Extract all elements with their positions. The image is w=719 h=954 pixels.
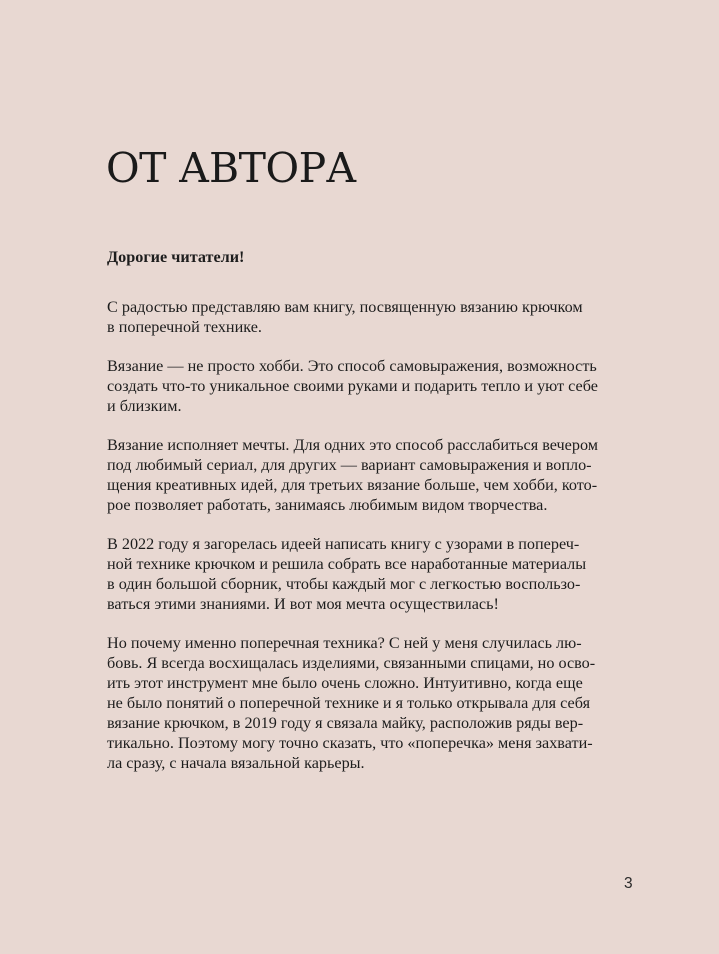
text-line: ла сразу, с начала вязальной карьеры.	[107, 754, 365, 772]
text-line: не было понятий о поперечной технике и я только открывала для себя	[107, 694, 591, 712]
spacer	[107, 515, 592, 534]
spacer	[107, 614, 592, 633]
text-line: вязание крючком, в 2019 году я связала майку, расположив ряды вер-	[107, 714, 584, 732]
text-line: В 2022 году я загорелась идеей написать книгу с узорами в попереч-	[107, 535, 580, 553]
text-line: Но почему именно поперечная техника? С ней у меня случилась лю-	[107, 634, 582, 652]
text-line: ваться этими знаниями. И вот моя мечта осуществилась!	[107, 595, 499, 613]
paragraph-1	[107, 297, 592, 337]
paragraph-5	[107, 633, 596, 773]
text-line: тикально. Поэтому могу точно сказать, что «поперечка» меня захвати-	[107, 734, 593, 752]
text-line: в поперечной технике.	[107, 318, 262, 336]
page-number: 3	[624, 875, 633, 892]
text-line: бовь. Я всегда восхищалась изделиями, связанными спицами, но осво-	[107, 654, 596, 672]
text-line: щения креативных идей, для третьих вязание больше, чем хобби, кото-	[107, 476, 598, 494]
text-line: С радостью представляю вам книгу, посвященную вязанию крючком	[107, 298, 583, 316]
spacer	[107, 416, 592, 435]
spacer	[107, 267, 592, 297]
text-line: Вязание исполняет мечты. Для одних это способ расслабиться вечером	[107, 436, 598, 454]
text-line: Вязание — не просто хобби. Это способ самовыражения, возможность	[107, 357, 597, 375]
text-line: создать что-то уникальное своими руками и подарить тепло и уют себе	[107, 377, 598, 395]
text-line: ить этот инструмент мне было очень сложно. Интуитивно, когда еще	[107, 674, 583, 692]
text-line: и близким.	[107, 397, 182, 415]
text-line: под любимый сериал, для других — вариант самовыражения и вопло-	[107, 456, 592, 474]
chapter-title: ОТ АВТОРА	[106, 144, 357, 192]
paragraph-4	[107, 534, 592, 614]
text-line: рое позволяет работать, занимаясь любимым видом творчества.	[107, 496, 548, 514]
text-line: в один большой сборник, чтобы каждый мог с легкостью воспользо-	[107, 575, 581, 593]
spacer	[107, 337, 592, 356]
text-line: ной технике крючком и решила собрать все наработанные материалы	[107, 555, 587, 573]
paragraph-3	[107, 435, 598, 515]
paragraph-2	[107, 356, 598, 416]
greeting: Дорогие читатели!	[107, 248, 245, 266]
page-content	[107, 247, 598, 773]
